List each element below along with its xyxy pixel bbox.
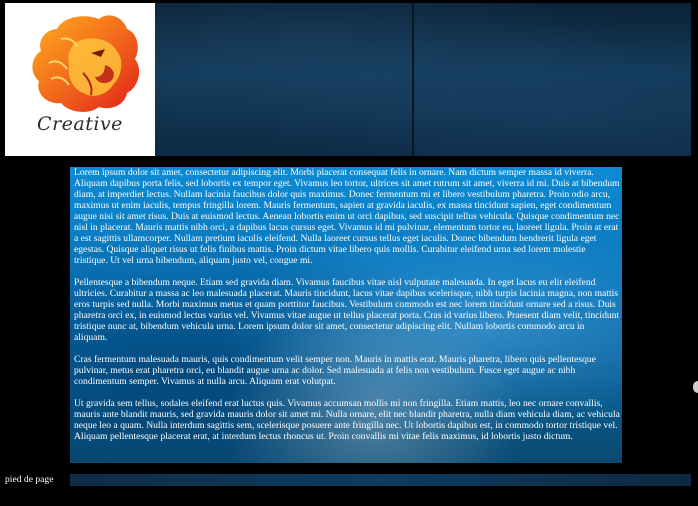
header-banner-divider: [412, 3, 414, 156]
header: [0, 0, 698, 160]
paragraph-3: Cras fermentum malesuada mauris, quis condimentum velit semper non. Mauris in mattis erat. Mauris pharetra, libero quis pellentesque pulvinar, metus erat pharetra orci, eu blandit augue urna ac dolor. Sed malesuada at felis non vestibulum. Fusce eget augue ac nibh condimentum semper. Vivamus at nulla arcu. Aliquam erat volutpat.: [74, 354, 596, 387]
paragraph-2: Pellentesque a bibendum neque. Etiam sed gravida diam. Vivamus faucibus vitae nisl vulputate malesuada. In eget lacus eu elit eleifend ultricies. Curabitur a massa ac leo malesuada placerat. Mauris tincidunt, lacus vitae dapibus scelerisque, nibh turpis lacinia magna, non mattis eros turpis sed nulla. Morbi maximus metus et quam porttitor faucibus. Vestibulum commodo est nec lorem tincidunt ornare sed a risus. Duis pharetra orci ex, in euismod lectus varius vel. Vivamus vitae augue ut tellus placerat porta. Cras id varius libero. Praesent diam velit, tincidunt tristique nunc at, bibendum vehicula urna. Lorem ipsum dolor sit amet, consectetur adipiscing elit. Nullam lobortis commodo arcu in aliquam.: [74, 277, 620, 343]
footer-bar: [70, 474, 691, 486]
logo[interactable]: [5, 3, 155, 156]
scroll-edge-marker: [693, 381, 698, 393]
paragraph-4: Ut gravida sem tellus, sodales eleifend erat luctus quis. Vivamus accumsan mollis mi non fringilla. Etiam mattis, leo nec ornare convallis, mauris ante blandit mauris, sed gravida mauris dolor sit amet mi. Nulla ornare, elit nec blandit pharetra, nulla diam vehicula diam, ac vehicula neque leo a quam. Nulla interdum sagittis sem, scelerisque posuere ante fringilla nec. Ut lobortis dapibus est, in commodo tortor tristique vel. Aliquam pellentesque placerat erat, at interdum lectus rhoncus ut. Proin convallis mi vitae felis maximus, id lobortis justo dictum.: [74, 398, 620, 442]
article-body: [74, 167, 620, 453]
main-content: [70, 167, 622, 463]
footer: [0, 474, 698, 486]
footer-text: pied de page: [5, 474, 54, 485]
logo-text: Creative: [37, 113, 123, 135]
header-banner-image: [155, 3, 691, 156]
paragraph-1: Lorem ipsum dolor sit amet, consectetur adipiscing elit. Morbi placerat consequat felis in ornare. Nam dictum semper massa id viverra. Aliquam dapibus porta felis, sed lobortis ex tempor eget. Vivamus leo tortor, ultrices sit amet rutrum sit amet, viverra id mi. Duis at bibendum diam, at imperdiet lectus. Nullam lacinia faucibus dolor quis maximus. Donec fermentum mi et libero vestibulum pharetra. Proin odio arcu, maximus ut enim iaculis, tempus fringilla lorem. Mauris fermentum, sapien at gravida iaculis, ex massa tincidunt sapien, eget condimentum augue nisi sit amet risus. Duis at euismod lectus. Aenean lobortis enim ut orci dapibus, sed suscipit tellus vehicula. Quisque condimentum nec nisl in placerat. Mauris mattis nibh orci, a dapibus lacus cursus eget. Vivamus id mi pulvinar, elementum tortor eu, laoreet ligula. Proin at erat a est sagittis ullamcorper. Nullam pretium iaculis eleifend. Nulla laoreet cursus tellus eget iaculis. Donec bibendum hendrerit ligula eget egestas. Quisque aliquet risus ut felis finibus mattis. Proin dictum vitae libero quis mollis. Curabitur eleifend urna sed lorem molestie tristique. Ut vel urna bibendum, aliquam justo vel, congue mi.: [74, 167, 620, 266]
